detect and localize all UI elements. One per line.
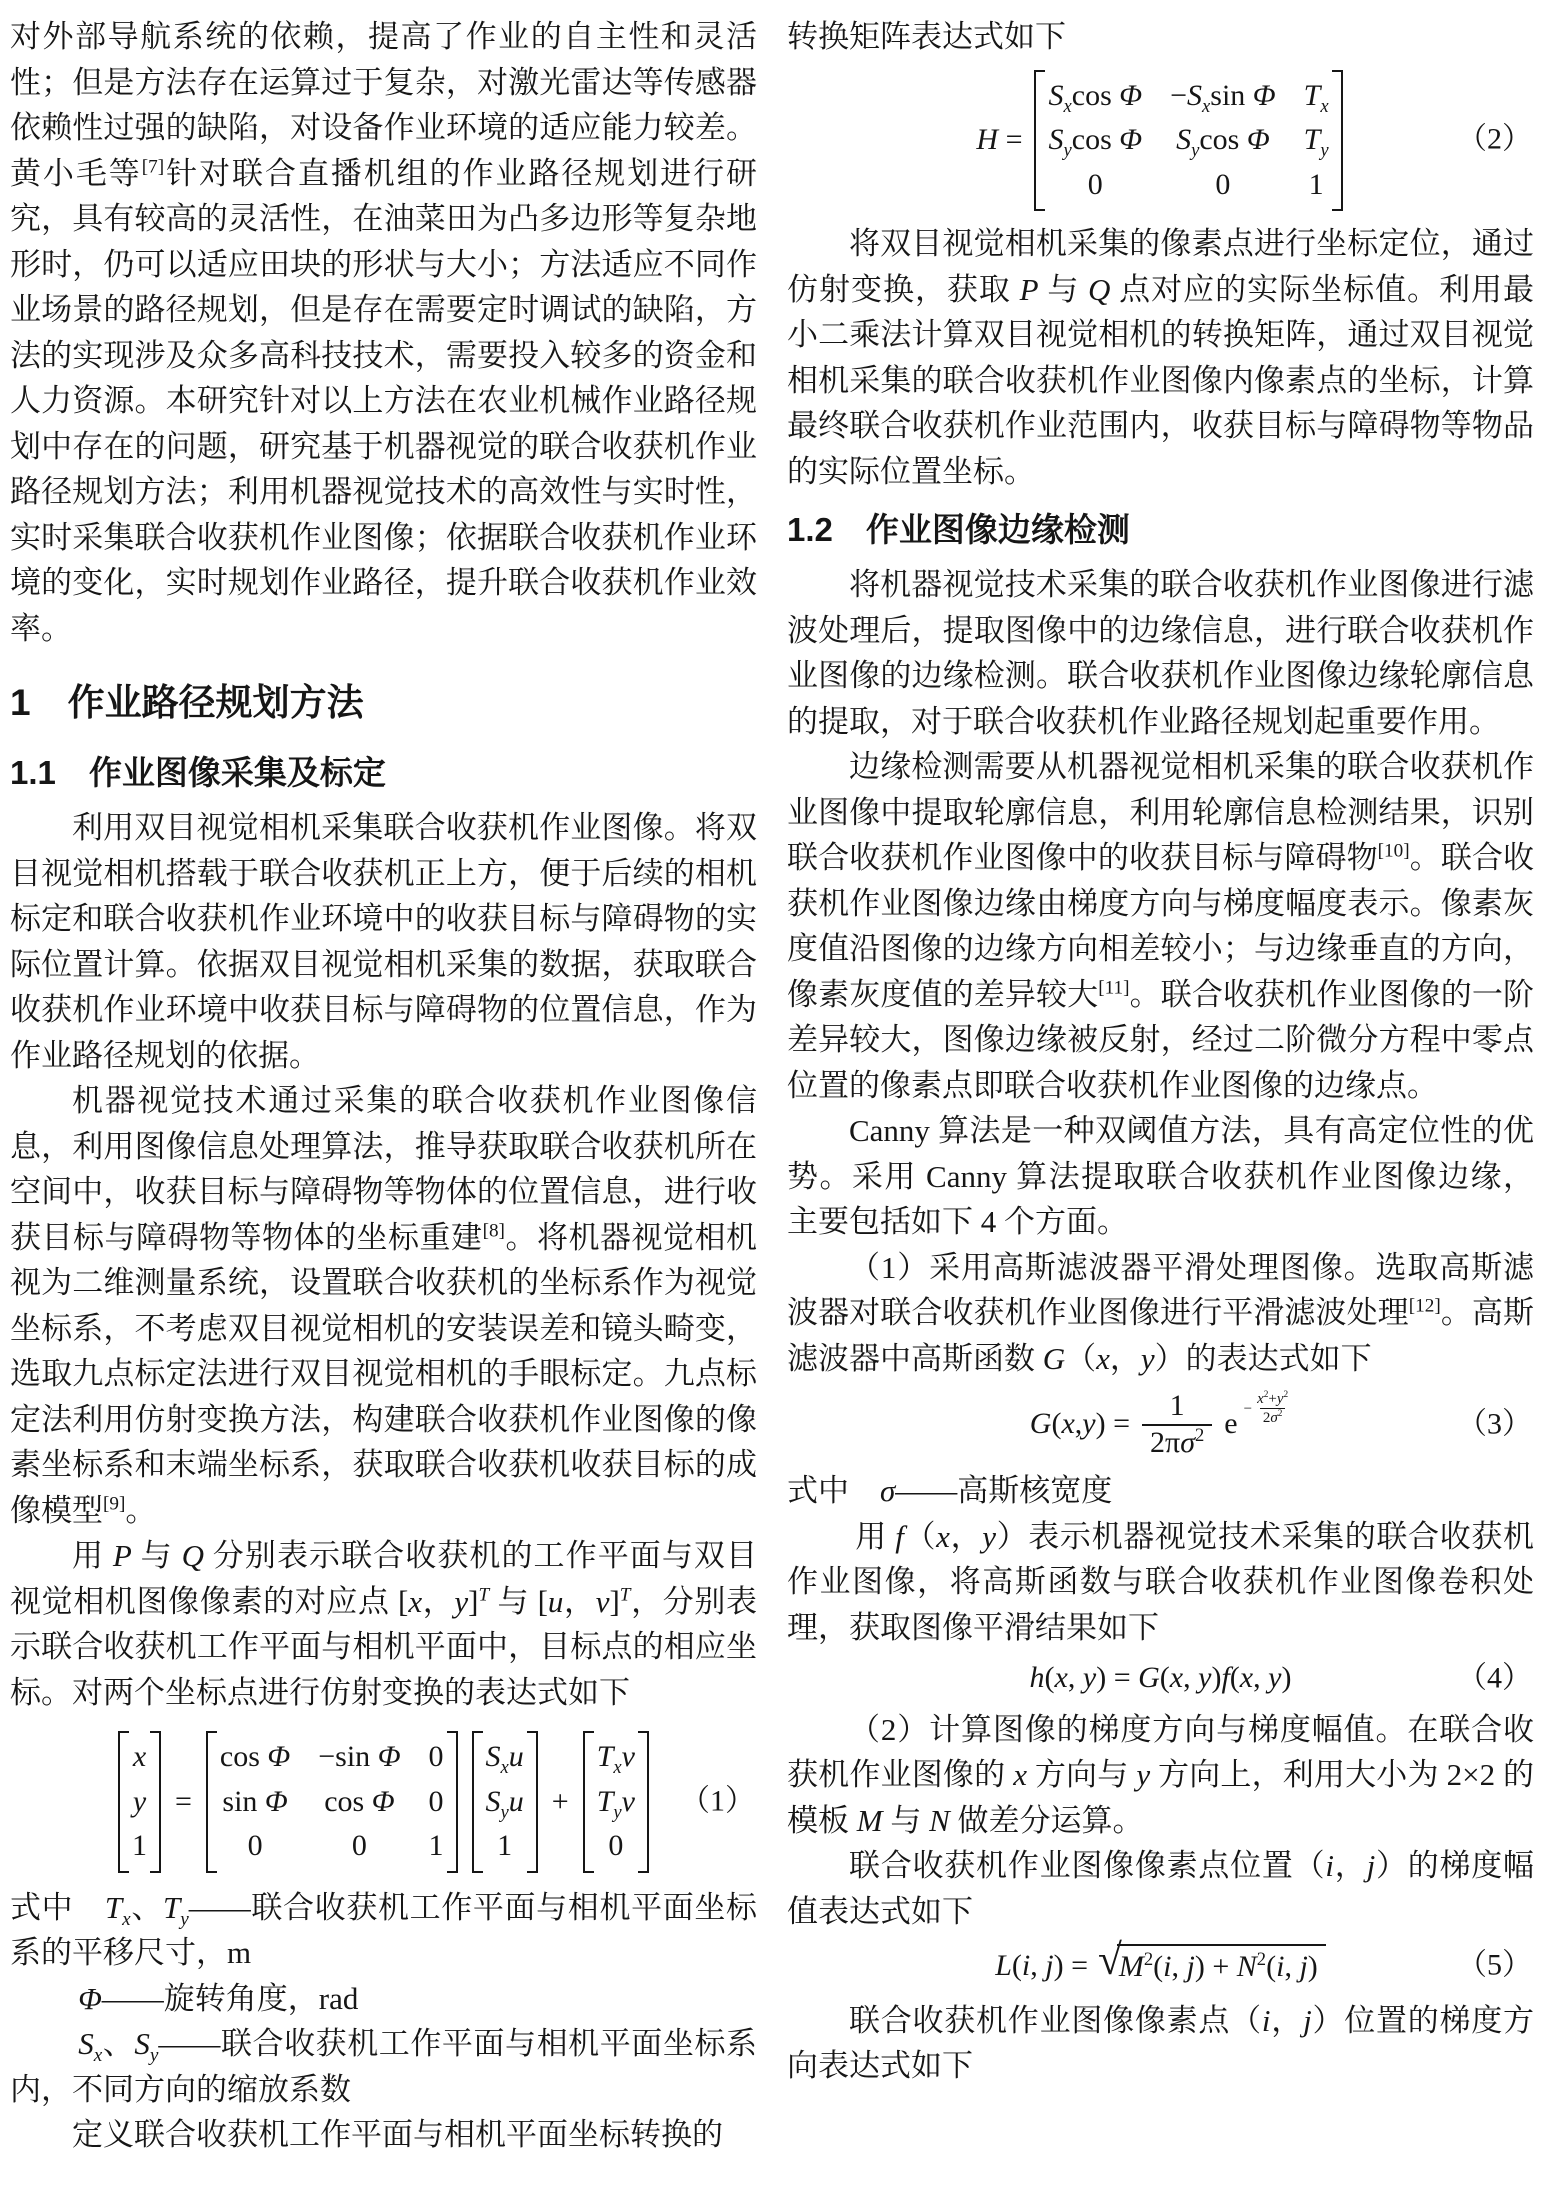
para-gradient-magnitude-intro: 联合收获机作业图像像素点位置（i，j）的梯度幅值表达式如下 <box>787 1848 1535 1929</box>
subsection-heading-1-2: 1.2 作业图像边缘检测 <box>787 511 1130 549</box>
matrix-rotation <box>206 1731 458 1873</box>
para-edge-filtering: 将机器视觉技术采集的联合收获机作业图像进行滤波处理后，提取图像中的边缘信息，进行联合收获机作业图像的边缘检测。联合收获机作业图像边缘轮廓信息的提取，对于联合收获机作业路径规划起重要作用。 <box>787 567 1534 739</box>
matrix-cell: $S_xu$ <box>485 1740 524 1778</box>
equation-1-where-phi: Φ——旋转角度，rad <box>78 1980 359 2016</box>
matrix-cell: $S_y\cos$ Φ <box>1176 123 1270 162</box>
equation-5 <box>787 1936 1534 1988</box>
equation-4-body <box>1030 1660 1292 1697</box>
equation-1-where-sx-sy: $S_x$、$S_y——$联合收获机工作平面与相机平面坐标系内，不同方向的缩放系数 <box>10 2026 758 2107</box>
matrix-cell: 0 <box>428 1740 444 1773</box>
matrix-cell: $S_y\cos$ Φ <box>1048 123 1143 162</box>
matrix-cell: $-S_x\sin$ Φ <box>1170 78 1276 117</box>
e-base: e <box>1224 1407 1238 1441</box>
radical-sign: √ <box>1098 1936 1122 1985</box>
equation-lhs: L(i, j) = <box>995 1948 1088 1982</box>
para-pixel-positioning: 将双目视觉相机采集的像素点进行坐标定位，通过仿射变换，获取 P 与 Q 点对应的实际坐标值。利用最小二乘法计算双目视觉相机的转换矩阵，通过双目视觉相机采集的联合收获机作业图像内像素点的坐标，计算最终联合收获机作业范围内，收获目标与障碍物等物品的实际位置坐标。 <box>787 226 1535 489</box>
equation-1-body <box>116 1731 651 1873</box>
matrix-cell: 1 <box>428 1829 444 1863</box>
equation-3-where-sigma: 式中 σ——高斯核宽度 <box>787 1473 1113 1509</box>
matrix-cell: −sin Φ <box>318 1740 401 1773</box>
equation-lhs: H = <box>976 123 1023 157</box>
para-gradient-direction-intro: 联合收获机作业图像像素点（i，j）位置的梯度方向表达式如下 <box>787 2002 1535 2084</box>
para-affine-points: 用 P 与 Q 分别表示联合收获机的工作平面与双目视觉相机图像像素的对应点 [x，y]$^T$ 与 [u，v]$^T$，分别表示联合收获机工作平面与相机平面中，目标点的相应坐标。对两个坐标点进行仿射变换的表达式如下 <box>10 1538 758 1710</box>
matrix-cell: sin Φ <box>222 1784 288 1818</box>
left-column <box>10 14 757 2186</box>
section-heading-1: 1 作业路径规划方法 <box>10 682 364 723</box>
exponent-numerator: $x^2+y^2$ <box>1257 1390 1289 1408</box>
matrix-cell: $S_yu$ <box>485 1784 524 1823</box>
plus-sign: + <box>551 1784 569 1818</box>
para-image-acquisition: 利用双目视觉相机采集联合收获机作业图像。将双目视觉相机搭载于联合收获机正上方，便于后续的相机标定和联合收获机作业环境中的收获目标与障碍物的实际位置计算。依据双目视觉相机采集的数据，获取联合收获机作业环境中收获目标与障碍物的位置信息，作为作业路径规划的依据。 <box>10 810 757 1073</box>
matrix-cell: 0 <box>1087 167 1103 201</box>
equation-3-body <box>1030 1389 1291 1460</box>
exponent-denominator: $2\sigma^2$ <box>1260 1408 1286 1427</box>
square-root <box>1098 1936 1326 1988</box>
equation-text: h(x, y) = G(x, y)f(x, y) <box>1029 1661 1292 1695</box>
equals-sign: = <box>174 1784 192 1818</box>
matrix-cell: 0 <box>351 1829 367 1863</box>
matrix-lhs <box>118 1731 161 1873</box>
matrix-cell: $T_yv$ <box>596 1784 635 1823</box>
fraction-denominator: $2\pi\sigma^2$ <box>1142 1424 1212 1461</box>
equation-2-body <box>976 70 1344 212</box>
fraction-numerator: 1 <box>1169 1389 1185 1423</box>
equation-number: （3） <box>1457 1407 1532 1441</box>
equation-3 <box>787 1389 1534 1460</box>
equation-number: （5） <box>1457 1948 1532 1982</box>
matrix-cell: 0 <box>247 1829 263 1863</box>
equation-1-where-tx-ty: 式中 $T_x$、$T_y——$联合收获机工作平面与相机平面坐标系的平移尺寸，m <box>10 1889 758 1971</box>
matrix-h <box>1034 70 1342 212</box>
matrix-translation <box>583 1731 649 1873</box>
equation-4 <box>787 1660 1534 1697</box>
matrix-cell: 0 <box>608 1829 624 1863</box>
para-define-transform: 定义联合收获机工作平面与相机平面坐标转换的 <box>72 2117 723 2153</box>
matrix-cell: $T_x$ <box>1303 78 1329 117</box>
matrix-cell: x <box>132 1740 147 1773</box>
matrix-cell: 0 <box>1215 167 1231 201</box>
subsection-heading-1-1: 1.1 作业图像采集及标定 <box>10 754 386 791</box>
equation-number: （2） <box>1457 123 1532 157</box>
equation-lhs: G(x,y) = <box>1029 1407 1131 1441</box>
para-transform-matrix-intro: 转换矩阵表达式如下 <box>787 19 1066 54</box>
matrix-cell: $T_y$ <box>1303 123 1329 162</box>
radicand: $M^2(i$, $j) + N^2(i$, j) <box>1117 1944 1326 1988</box>
exponent-fraction <box>1254 1390 1291 1427</box>
equation-5-body <box>995 1936 1326 1988</box>
equation-number: （1） <box>680 1784 755 1818</box>
para-gaussian-convolution: 用 f（x，y）表示机器视觉技术采集的联合收获机作业图像，将高斯函数与联合收获机作业图像卷积处理，获取图像平滑结果如下 <box>787 1518 1535 1645</box>
matrix-cell: cos Φ <box>324 1784 395 1818</box>
equation-number: （4） <box>1457 1661 1532 1695</box>
exponent <box>1244 1390 1292 1427</box>
minus-sign: − <box>1243 1400 1253 1417</box>
fraction <box>1142 1389 1212 1460</box>
para-canny-step1: （1）采用高斯滤波器平滑处理图像。选取高斯滤波器对联合收获机作业图像进行平滑滤波处理[12]。高斯滤波器中高斯函数 G（x，y）的表达式如下 <box>787 1249 1535 1376</box>
equation-2 <box>787 70 1534 212</box>
matrix-cell: 1 <box>497 1829 513 1863</box>
matrix-cell: y <box>132 1784 147 1818</box>
equation-1 <box>10 1731 757 1873</box>
matrix-cell: 0 <box>428 1784 444 1818</box>
para-canny-step2: （2）计算图像的梯度方向与梯度幅值。在联合收获机作业图像的 x 方向与 y 方向上，利用大小为 2×2 的模板 M 与 N 做差分运算。 <box>787 1711 1535 1838</box>
para-edge-detection-detail: 边缘检测需要从机器视觉相机采集的联合收获机作业图像中提取轮廓信息，利用轮廓信息检测结果，识别联合收获机作业图像中的收获目标与障碍物[10]。联合收获机作业图像边缘由梯度方向与梯度幅度表示。像素灰度值沿图像的边缘方向相差较小；与边缘垂直的方向，像素灰度值的差异较大[11]。联合收获机作业图像的一阶差异较大，图像边缘被反射，经过二阶微分方程中零点位置的像素点即联合收获机作业图像的边缘点。 <box>787 749 1535 1103</box>
para-intro-continuation: 对外部导航系统的依赖，提高了作业的自主性和灵活性；但是方法存在运算过于复杂，对激光雷达等传感器依赖性过强的缺陷，对设备作业环境的适应能力较差。黄小毛等[7]针对联合直播机组的作业路径规划进行研究，具有较高的灵活性，在油菜田为凸多边形等复杂地形时，仍可以适应田块的形状与大小；方法适应不同作业场景的路径规划，但是存在需要定时调试的缺陷，方法的实现涉及众多高科技技术，需要投入较多的资金和人力资源。本研究针对以上方法在农业机械作业路径规划中存在的问题，研究基于机器视觉的联合收获机作业路径规划方法；利用机器视觉技术的高效性与实时性，实时采集联合收获机作业图像；依据联合收获机作业环境的变化，实时规划作业路径，提升联合收获机作业效率。 <box>10 19 758 646</box>
matrix-scale <box>472 1731 538 1873</box>
matrix-cell: cos Φ <box>219 1740 291 1773</box>
matrix-cell: 1 <box>1308 167 1324 201</box>
matrix-cell: $S_x\cos$ Φ <box>1048 78 1143 117</box>
right-column <box>787 14 1534 2186</box>
para-canny-intro: Canny 算法是一种双阈值方法，具有高定位性的优势。采用 Canny 算法提取联合收获机作业图像边缘，主要包括如下 4 个方面。 <box>787 1113 1534 1240</box>
para-machine-vision: 机器视觉技术通过采集的联合收获机作业图像信息，利用图像信息处理算法，推导获取联合收获机所在空间中，收获目标与障碍物等物体的位置信息，进行收获目标与障碍物等物体的坐标重建[8]。将机器视觉相机视为二维测量系统，设置联合收获机的坐标系作为视觉坐标系，不考虑双目视觉相机的安装误差和镜头畸变，选取九点标定法进行双目视觉相机的手眼标定。九点标定法利用仿射变换方法，构建联合收获机作业图像的像素坐标系和末端坐标系，获取联合收获机收获目标的成像模型[9]。 <box>10 1083 758 1528</box>
matrix-cell: 1 <box>131 1829 147 1863</box>
matrix-cell: $T_xv$ <box>596 1740 635 1778</box>
